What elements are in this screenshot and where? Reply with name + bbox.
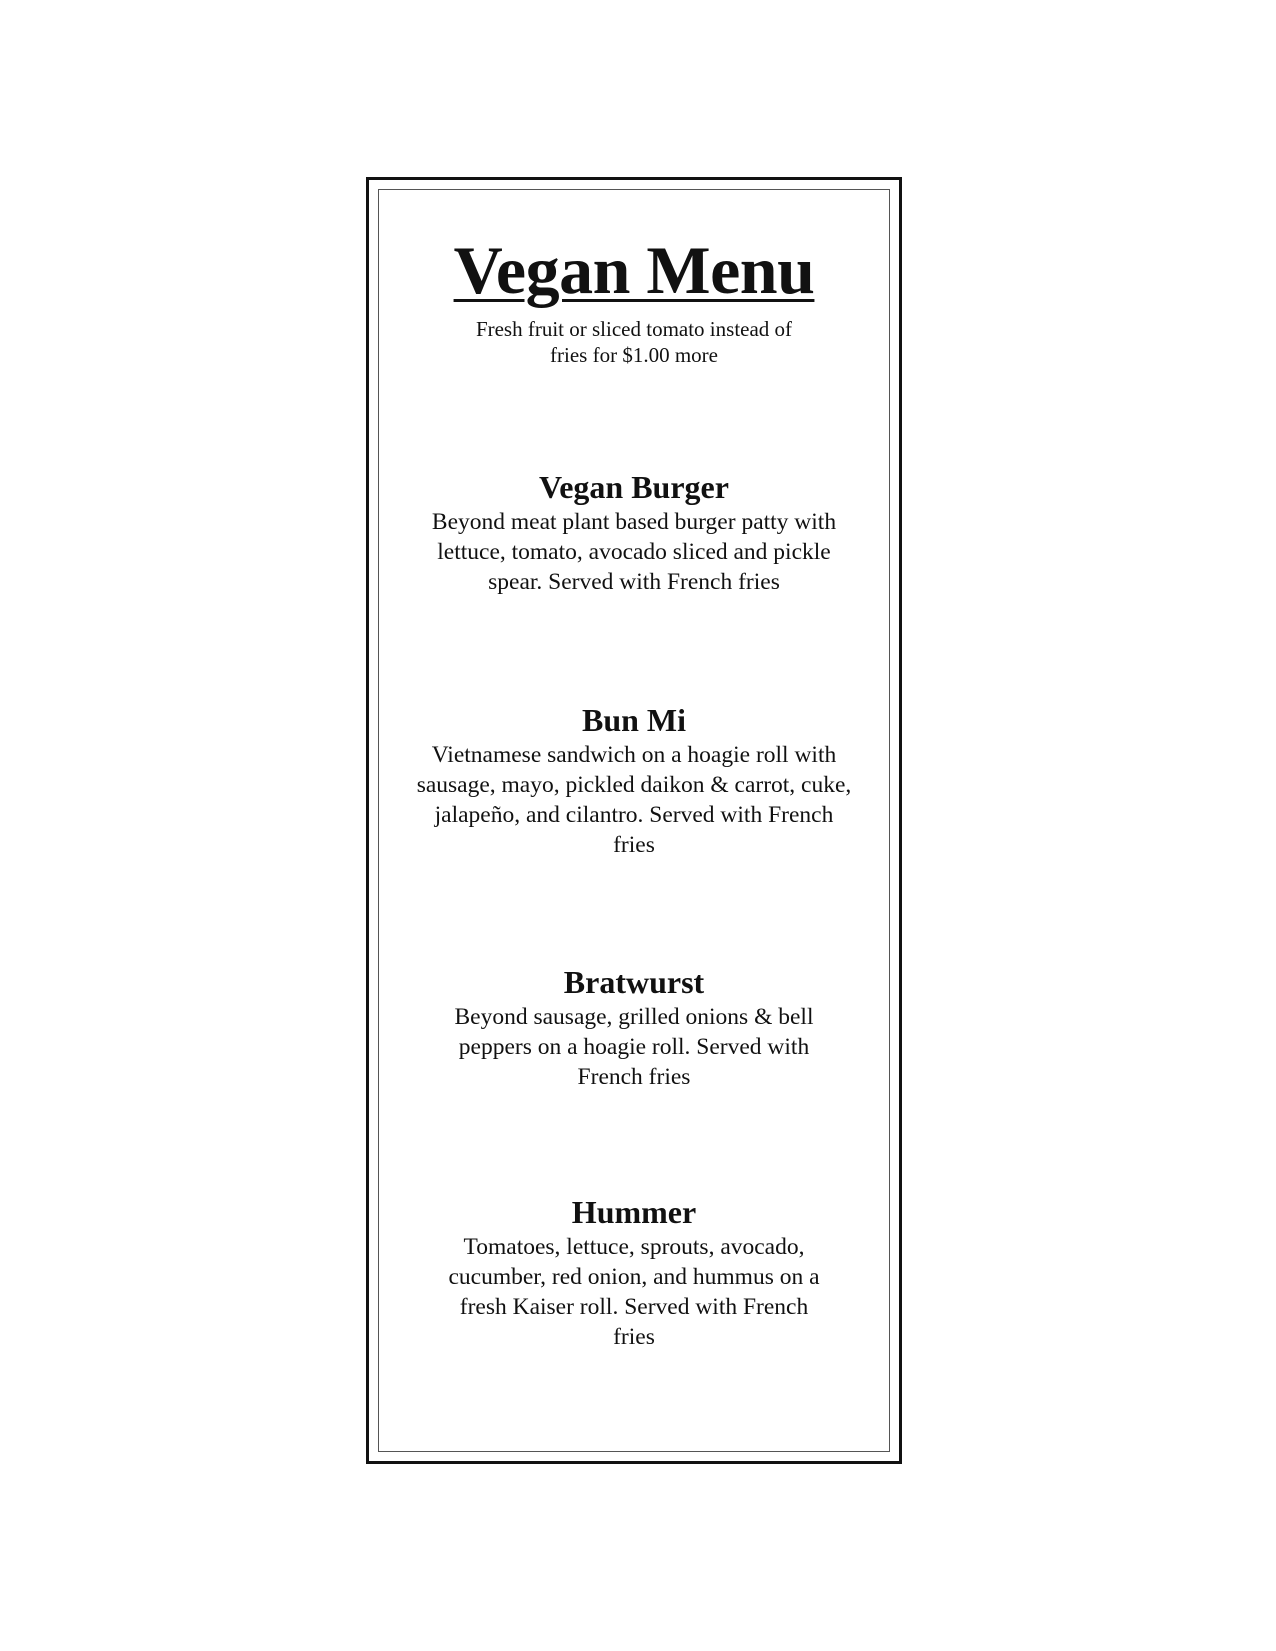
menu-item [379, 467, 889, 597]
menu-item-name: Vegan Burger [539, 469, 729, 505]
menu-subtitle: Fresh fruit or sliced tomato instead of fries for $1.00 more [475, 317, 793, 367]
menu-item-description: Beyond meat plant based burger patty with lettuce, tomato, avocado sliced and pickle spear. Served with French fries [431, 509, 837, 595]
menu-card-outer-border [366, 177, 902, 1464]
menu-item-name: Bun Mi [581, 702, 687, 738]
menu-item-description: Beyond sausage, grilled onions & bell peppers on a hoagie roll. Served with French fries [454, 1004, 814, 1090]
menu-item-name: Bratwurst [563, 964, 705, 1000]
menu-item [379, 1192, 889, 1352]
menu-item-description: Tomatoes, lettuce, sprouts, avocado, cucumber, red onion, and hummus on a fresh Kaiser roll. Served with French fries [448, 1234, 820, 1350]
menu-item-description: Vietnamese sandwich on a hoagie roll with sausage, mayo, pickled daikon & carrot, cuke, jalapeño, and cilantro. Served with French fries [416, 742, 852, 858]
menu-item-name: Hummer [571, 1194, 697, 1230]
menu-item [379, 962, 889, 1092]
menu-item [379, 700, 889, 860]
menu-title: Vegan Menu [453, 232, 815, 308]
menu-card-inner-border [378, 189, 890, 1452]
